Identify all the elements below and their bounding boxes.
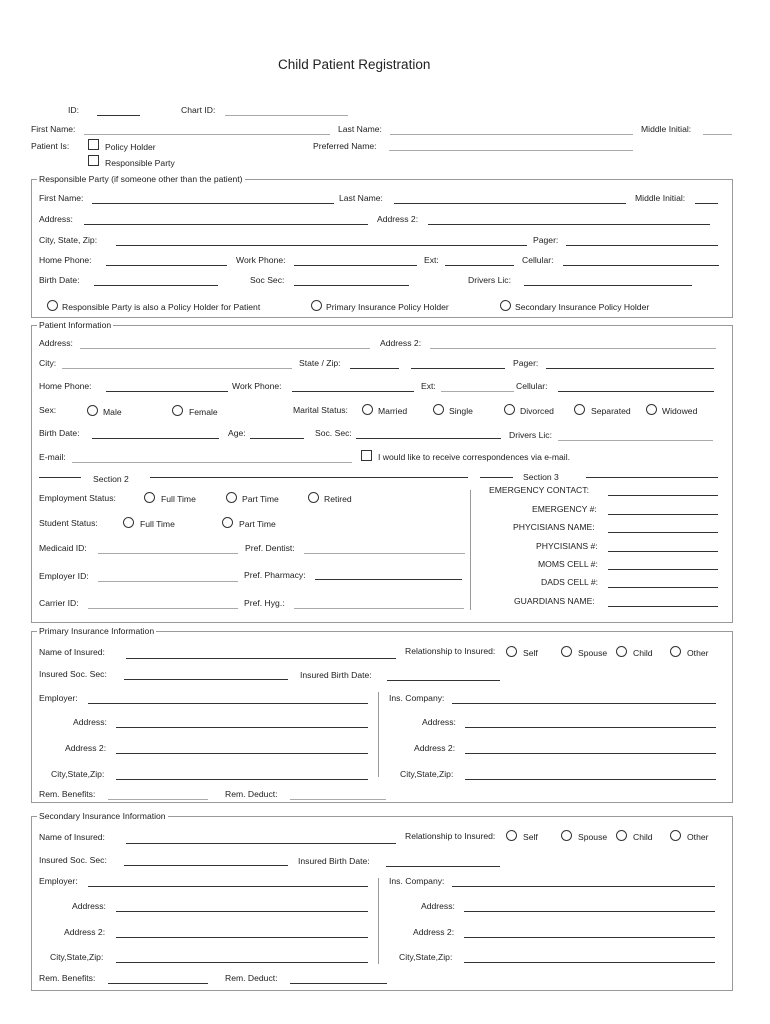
si-other-label: Other [687, 832, 709, 842]
secondary-insurance-legend: Secondary Insurance Information [39, 811, 166, 821]
physicians-name-label: PHYCISIANS NAME: [513, 522, 595, 532]
rp-primary-holder-radio[interactable] [311, 300, 322, 311]
pi-ins-company-field[interactable] [452, 703, 716, 704]
first-name-field[interactable] [84, 134, 330, 135]
pt-divorced-label: Divorced [520, 406, 554, 416]
pi-column-separator [378, 692, 379, 777]
pref-hyg-label: Pref. Hyg.: [244, 598, 285, 608]
preferred-name-field[interactable] [389, 150, 633, 151]
pi-name-insured-field[interactable] [126, 658, 396, 659]
rp-soc-sec-field[interactable] [294, 285, 409, 286]
student-status-label: Student Status: [39, 518, 98, 528]
pt-address-field[interactable] [80, 348, 370, 349]
pi-address2-label: Address 2: [65, 743, 107, 753]
rp-last-name-field[interactable] [394, 203, 626, 204]
section3-divider-right [586, 477, 718, 478]
section2-heading: Section 2 [93, 474, 129, 484]
pt-work-phone-label: Work Phone: [232, 381, 282, 391]
si-city-state-zip-label: City,State,Zip: [50, 952, 104, 962]
rp-city-state-zip-label: City, State, Zip: [39, 235, 98, 245]
employer-id-field[interactable] [98, 581, 238, 582]
carrier-id-field[interactable] [88, 608, 238, 609]
middle-initial-label: Middle Initial: [641, 124, 692, 134]
patient-information-legend: Patient Information [39, 320, 112, 330]
pi-insured-ss-field[interactable] [124, 679, 288, 680]
si-insured-ss-label: Insured Soc. Sec: [39, 855, 107, 865]
pt-drivers-lic-label: Drivers Lic: [509, 430, 552, 440]
medicaid-id-field[interactable] [98, 553, 238, 554]
pt-soc-sec-label: Soc. Sec: [315, 428, 352, 438]
pi-address-label: Address: [73, 717, 107, 727]
pref-pharmacy-field[interactable] [315, 579, 462, 580]
pi-self-label: Self [523, 648, 538, 658]
guardians-name-field[interactable] [608, 606, 718, 607]
pi-address2-field[interactable] [116, 753, 368, 754]
last-name-field[interactable] [390, 134, 633, 135]
chart-id-label: Chart ID: [181, 105, 216, 115]
pt-email-field[interactable] [72, 462, 352, 463]
pi-ins-address2-field[interactable] [465, 753, 716, 754]
physicians-number-field[interactable] [608, 551, 718, 552]
pi-ins-address-field[interactable] [465, 727, 716, 728]
patient-is-label: Patient Is: [31, 141, 70, 151]
responsible-party-checkbox[interactable] [88, 155, 99, 166]
si-city-state-zip-field[interactable] [116, 962, 368, 963]
pt-age-label: Age: [228, 428, 246, 438]
pt-pager-field[interactable] [546, 368, 714, 369]
employment-retired-radio[interactable] [308, 492, 319, 503]
rp-pager-label: Pager: [533, 235, 559, 245]
section2-divider-left [39, 477, 81, 478]
si-name-insured-label: Name of Insured: [39, 832, 105, 842]
pi-child-label: Child [633, 648, 653, 658]
pt-cellular-field[interactable] [558, 391, 714, 392]
first-name-label: First Name: [31, 124, 76, 134]
si-ins-address2-label: Address 2: [413, 927, 455, 937]
physicians-number-label: PHYCISIANS #: [536, 541, 598, 551]
pt-address-label: Address: [39, 338, 73, 348]
si-address2-field[interactable] [116, 937, 368, 938]
rp-address2-label: Address 2: [377, 214, 419, 224]
pt-drivers-lic-field[interactable] [558, 440, 713, 441]
emergency-number-field[interactable] [608, 514, 718, 515]
page-title: Child Patient Registration [278, 57, 431, 72]
rp-cellular-label: Cellular: [522, 255, 554, 265]
si-ins-address2-field[interactable] [464, 937, 715, 938]
si-rem-deduct-field[interactable] [290, 983, 387, 984]
pt-single-label: Single [449, 406, 473, 416]
pt-sex-label: Sex: [39, 405, 57, 415]
rp-secondary-holder-label: Secondary Insurance Policy Holder [515, 302, 650, 312]
pt-married-label: Married [378, 406, 408, 416]
pt-separated-radio[interactable] [574, 404, 585, 415]
pref-hyg-field[interactable] [294, 608, 464, 609]
rp-address2-field[interactable] [428, 224, 710, 225]
si-employer-label: Employer: [39, 876, 78, 886]
rp-first-name-field[interactable] [92, 203, 334, 204]
pi-name-insured-label: Name of Insured: [39, 647, 105, 657]
si-self-label: Self [523, 832, 538, 842]
pt-ext-field[interactable] [441, 391, 514, 392]
pt-birth-date-label: Birth Date: [39, 428, 80, 438]
pi-insured-bd-label: Insured Birth Date: [300, 670, 372, 680]
si-other-radio[interactable] [670, 830, 681, 841]
employment-status-label: Employment Status: [39, 493, 116, 503]
si-insured-bd-label: Insured Birth Date: [298, 856, 370, 866]
employment-part-time-radio[interactable] [226, 492, 237, 503]
rp-primary-holder-label: Primary Insurance Policy Holder [326, 302, 449, 312]
pt-city-field[interactable] [62, 368, 292, 369]
pi-city-state-zip-label: City,State,Zip: [51, 769, 105, 779]
pt-work-phone-field[interactable] [292, 391, 414, 392]
si-relationship-label: Relationship to Insured: [405, 831, 496, 841]
employment-full-time-label: Full Time [161, 494, 196, 504]
emergency-contact-field[interactable] [608, 495, 718, 496]
pt-city-label: City: [39, 358, 57, 368]
pi-spouse-radio[interactable] [561, 646, 572, 657]
rp-home-phone-field[interactable] [106, 265, 227, 266]
pi-address-field[interactable] [116, 727, 368, 728]
student-full-time-label: Full Time [140, 519, 175, 529]
rp-also-policy-label: Responsible Party is also a Policy Holder for Patient [62, 302, 261, 312]
pi-ins-company-label: Ins. Company: [389, 693, 445, 703]
section3-heading: Section 3 [523, 472, 559, 482]
primary-insurance-legend: Primary Insurance Information [39, 626, 155, 636]
guardians-name-label: GUARDIANS NAME: [514, 596, 595, 606]
rp-birth-date-field[interactable] [94, 285, 218, 286]
si-address2-label: Address 2: [64, 927, 106, 937]
pi-spouse-label: Spouse [578, 648, 608, 658]
rp-city-state-zip-field[interactable] [116, 245, 527, 246]
si-ins-city-state-zip-label: City,State,Zip: [399, 952, 453, 962]
employment-full-time-radio[interactable] [144, 492, 155, 503]
rp-home-phone-label: Home Phone: [39, 255, 92, 265]
si-insured-bd-field[interactable] [386, 866, 500, 867]
rp-address-field[interactable] [84, 224, 368, 225]
si-ins-company-field[interactable] [452, 886, 715, 887]
pt-state-zip-label: State / Zip: [299, 358, 341, 368]
id-label: ID: [68, 105, 79, 115]
student-full-time-radio[interactable] [123, 517, 134, 528]
last-name-label: Last Name: [338, 124, 382, 134]
pt-home-phone-label: Home Phone: [39, 381, 92, 391]
pt-single-radio[interactable] [433, 404, 444, 415]
si-employer-field[interactable] [88, 886, 368, 887]
primary-insurance-section [31, 631, 733, 803]
pi-employer-field[interactable] [88, 703, 368, 704]
pt-male-radio[interactable] [87, 405, 98, 416]
pt-divorced-radio[interactable] [504, 404, 515, 415]
rp-first-name-label: First Name: [39, 193, 84, 203]
pt-separated-label: Separated [591, 406, 631, 416]
section3-divider-left [480, 477, 513, 478]
rp-drivers-lic-label: Drivers Lic: [468, 275, 511, 285]
si-ins-company-label: Ins. Company: [389, 876, 445, 886]
pi-insured-ss-label: Insured Soc. Sec: [39, 669, 107, 679]
rp-cellular-field[interactable] [563, 265, 719, 266]
si-self-radio[interactable] [506, 830, 517, 841]
pt-email-opt-label: I would like to receive correspondences via e-mail. [378, 452, 571, 462]
rp-middle-initial-label: Middle Initial: [635, 193, 686, 203]
pt-email-label: E-mail: [39, 452, 66, 462]
policy-holder-checkbox[interactable] [88, 139, 99, 150]
pt-pager-label: Pager: [513, 358, 539, 368]
si-insured-ss-field[interactable] [124, 865, 288, 866]
rp-ext-label: Ext: [424, 255, 439, 265]
pi-other-radio[interactable] [670, 646, 681, 657]
pi-child-radio[interactable] [616, 646, 627, 657]
pi-ins-city-state-zip-label: City,State,Zip: [400, 769, 454, 779]
pt-female-label: Female [189, 407, 218, 417]
student-part-time-label: Part Time [239, 519, 276, 529]
pi-other-label: Other [687, 648, 709, 658]
middle-initial-field[interactable] [703, 134, 732, 135]
student-part-time-radio[interactable] [222, 517, 233, 528]
rp-ext-field[interactable] [445, 265, 514, 266]
si-rem-deduct-label: Rem. Deduct: [225, 973, 278, 983]
pi-ins-city-state-zip-field[interactable] [465, 779, 716, 780]
moms-cell-field[interactable] [608, 569, 718, 570]
pref-dentist-field[interactable] [304, 553, 465, 554]
rp-last-name-label: Last Name: [339, 193, 383, 203]
pi-city-state-zip-field[interactable] [116, 779, 368, 780]
pt-female-radio[interactable] [172, 405, 183, 416]
pi-ins-address2-label: Address 2: [414, 743, 456, 753]
dads-cell-label: DADS CELL #: [541, 577, 598, 587]
pi-self-radio[interactable] [506, 646, 517, 657]
pt-widowed-radio[interactable] [646, 404, 657, 415]
pi-rem-benefits-field[interactable] [108, 799, 208, 800]
pt-email-opt-checkbox[interactable] [361, 450, 372, 461]
pref-dentist-label: Pref. Dentist: [245, 543, 295, 553]
dads-cell-field[interactable] [608, 587, 718, 588]
pt-address2-field[interactable] [430, 348, 716, 349]
employer-id-label: Employer ID: [39, 571, 89, 581]
si-ins-city-state-zip-field[interactable] [464, 962, 715, 963]
id-field[interactable] [97, 115, 140, 116]
rp-also-policy-radio[interactable] [47, 300, 58, 311]
pi-rem-benefits-label: Rem. Benefits: [39, 789, 96, 799]
emergency-contact-label: EMERGENCY CONTACT: [489, 485, 589, 495]
pt-state-field[interactable] [350, 368, 399, 369]
preferred-name-label: Preferred Name: [313, 141, 377, 151]
si-rem-benefits-field[interactable] [108, 983, 208, 984]
rp-birth-date-label: Birth Date: [39, 275, 80, 285]
pt-birth-date-field[interactable] [92, 438, 219, 439]
rp-pager-field[interactable] [566, 245, 718, 246]
si-ins-address-label: Address: [421, 901, 455, 911]
pt-married-radio[interactable] [362, 404, 373, 415]
si-rem-benefits-label: Rem. Benefits: [39, 973, 96, 983]
rp-middle-initial-field[interactable] [695, 203, 718, 204]
pref-pharmacy-label: Pref. Pharmacy: [244, 570, 306, 580]
rp-soc-sec-label: Soc Sec: [250, 275, 285, 285]
si-child-label: Child [633, 832, 653, 842]
si-ins-address-field[interactable] [464, 911, 715, 912]
pi-employer-label: Employer: [39, 693, 78, 703]
pi-rem-deduct-label: Rem. Deduct: [225, 789, 278, 799]
responsible-party-legend: Responsible Party (if someone other than the patient) [39, 174, 243, 184]
rp-work-phone-field[interactable] [294, 265, 417, 266]
medicaid-id-label: Medicaid ID: [39, 543, 87, 553]
section2-divider-right [150, 477, 468, 478]
pi-ins-address-label: Address: [422, 717, 456, 727]
carrier-id-label: Carrier ID: [39, 598, 79, 608]
si-column-separator [378, 878, 379, 964]
pt-male-label: Male [103, 407, 122, 417]
pt-soc-sec-field[interactable] [356, 438, 501, 439]
si-spouse-label: Spouse [578, 832, 608, 842]
pt-ext-label: Ext: [421, 381, 436, 391]
pt-age-field[interactable] [250, 438, 304, 439]
si-spouse-radio[interactable] [561, 830, 572, 841]
pi-insured-bd-field[interactable] [387, 680, 500, 681]
chart-id-field[interactable] [225, 115, 348, 116]
pi-rem-deduct-field[interactable] [290, 799, 386, 800]
policy-holder-label: Policy Holder [105, 142, 156, 152]
rp-drivers-lic-field[interactable] [524, 285, 692, 286]
employment-retired-label: Retired [324, 494, 352, 504]
pi-relationship-label: Relationship to Insured: [405, 646, 496, 656]
emergency-number-label: EMERGENCY #: [532, 504, 597, 514]
section-separator [470, 490, 471, 610]
pt-address2-label: Address 2: [380, 338, 422, 348]
pt-widowed-label: Widowed [662, 406, 698, 416]
si-address-label: Address: [72, 901, 106, 911]
pt-marital-status-label: Marital Status: [293, 405, 348, 415]
si-name-insured-field[interactable] [126, 843, 396, 844]
si-address-field[interactable] [116, 911, 368, 912]
pt-zip-field[interactable] [411, 368, 505, 369]
si-child-radio[interactable] [616, 830, 627, 841]
physicians-name-field[interactable] [608, 532, 718, 533]
pt-home-phone-field[interactable] [106, 391, 228, 392]
rp-work-phone-label: Work Phone: [236, 255, 286, 265]
pt-cellular-label: Cellular: [516, 381, 548, 391]
rp-secondary-holder-radio[interactable] [500, 300, 511, 311]
rp-address-label: Address: [39, 214, 73, 224]
employment-part-time-label: Part Time [242, 494, 279, 504]
responsible-party-label: Responsible Party [105, 158, 175, 168]
moms-cell-label: MOMS CELL #: [538, 559, 598, 569]
